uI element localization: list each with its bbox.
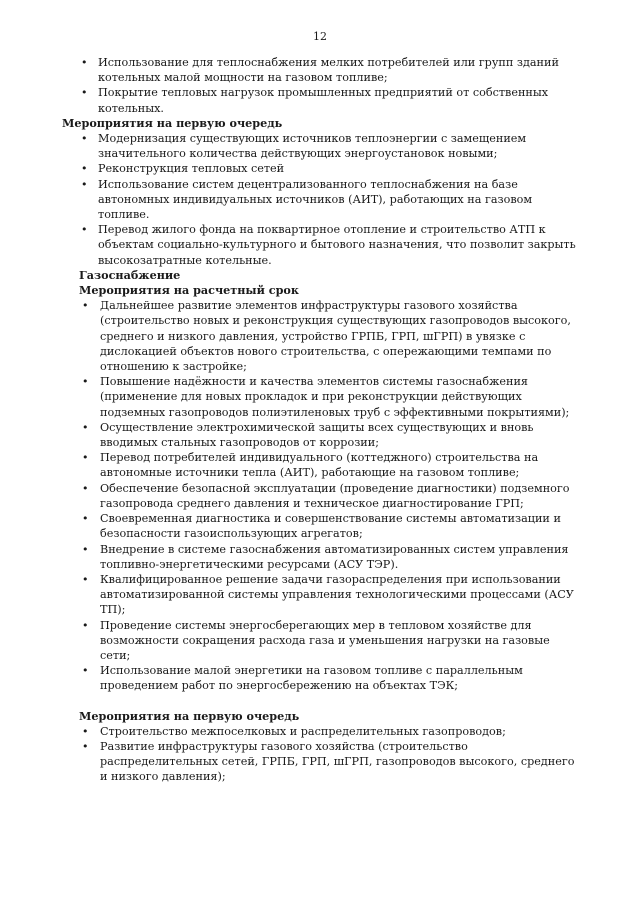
gas-first-stage-list xyxy=(62,724,582,785)
heat-first-stage-heading: Мероприятия на первую очередь xyxy=(62,115,283,130)
list-item: • Квалифицированное решение задачи газораспределения при использовании автоматизированной системы управления технологическими процессами (АСУ ТП); xyxy=(62,572,582,618)
list-item: • Проведение системы энергосберегающих мер в тепловом хозяйстве для возможности сокращения расхода газа и уменьшения нагрузки на газовые сети; xyxy=(62,618,582,664)
list-item: • Осуществление электрохимической защиты всех существующих и вновь вводимых стальных газопроводов от коррозии; xyxy=(62,420,582,450)
list-item: • Строительство межпоселковых и распределительных газопроводов; xyxy=(62,724,582,739)
list-item: • Использование для теплоснабжения мелких потребителей или групп зданий котельных малой мощности на газовом топливе; xyxy=(62,55,582,85)
list-item: • Дальнейшее развитие элементов инфраструктуры газового хозяйства (строительство новых и реконструкция существующих газопроводов высокого, среднего и низкого давления, устройство ГРПБ, ГРП, шГРП) в увязке с дислокацией объектов нового строительства, с опережающими темпами по отношению к застройке; xyxy=(62,298,582,374)
list-item: • Внедрение в системе газоснабжения автоматизированных систем управления топливно-энергетическими ресурсами (АСУ ТЭР). xyxy=(62,542,582,572)
gas-design-period-list xyxy=(62,298,582,693)
list-item: • Использование систем децентрализованного теплоснабжения на базе автономных индивидуальных источников (АИТ), работающих на газовом топливе. xyxy=(62,177,582,223)
intro-list xyxy=(62,55,582,116)
gas-first-stage-heading: Мероприятия на первую очередь xyxy=(79,708,300,723)
gas-section-title: Газоснабжение xyxy=(79,267,181,282)
spacer xyxy=(62,694,582,709)
list-item: • Повышение надёжности и качества элементов системы газоснабжения (применение для новых прокладок и при реконструкции действующих подземных газопроводов полиэтиленовых труб с эффективными покрытиями); xyxy=(62,374,582,420)
page-content xyxy=(62,55,582,785)
list-item: • Перевод потребителей индивидуального (коттеджного) строительства на автономные источники тепла (АИТ), работающие на газовом топливе; xyxy=(62,450,582,480)
list-item: • Обеспечение безопасной эксплуатации (проведение диагностики) подземного газопровода среднего давления и техническое диагностирование ГРП; xyxy=(62,481,582,511)
list-item: • Своевременная диагностика и совершенствование системы автоматизации и безопасности газоиспользующих агрегатов; xyxy=(62,511,582,541)
page-number: 12 xyxy=(313,30,327,43)
list-item: • Покрытие тепловых нагрузок промышленных предприятий от собственных котельных. xyxy=(62,85,582,115)
heat-first-stage-list xyxy=(62,131,582,268)
list-item: • Модернизация существующих источников теплоэнергии с замещением значительного количества действующих энергоустановок новыми; xyxy=(62,131,582,161)
gas-design-period-heading: Мероприятия на расчетный срок xyxy=(79,283,299,298)
list-item: • Реконструкция тепловых сетей xyxy=(62,161,582,176)
list-item: • Использование малой энергетики на газовом топливе с параллельным проведением работ по энергосбережению на объектах ТЭК; xyxy=(62,663,582,693)
list-item: • Развитие инфраструктуры газового хозяйства (строительство распределительных сетей, ГРПБ, ГРП, шГРП, газопроводов высокого, среднего и низкого давления); xyxy=(62,739,582,785)
list-item: • Перевод жилого фонда на поквартирное отопление и строительство АТП к объектам социально-культурного и бытового назначения, что позволит закрыть высокозатратные котельные. xyxy=(62,222,582,268)
